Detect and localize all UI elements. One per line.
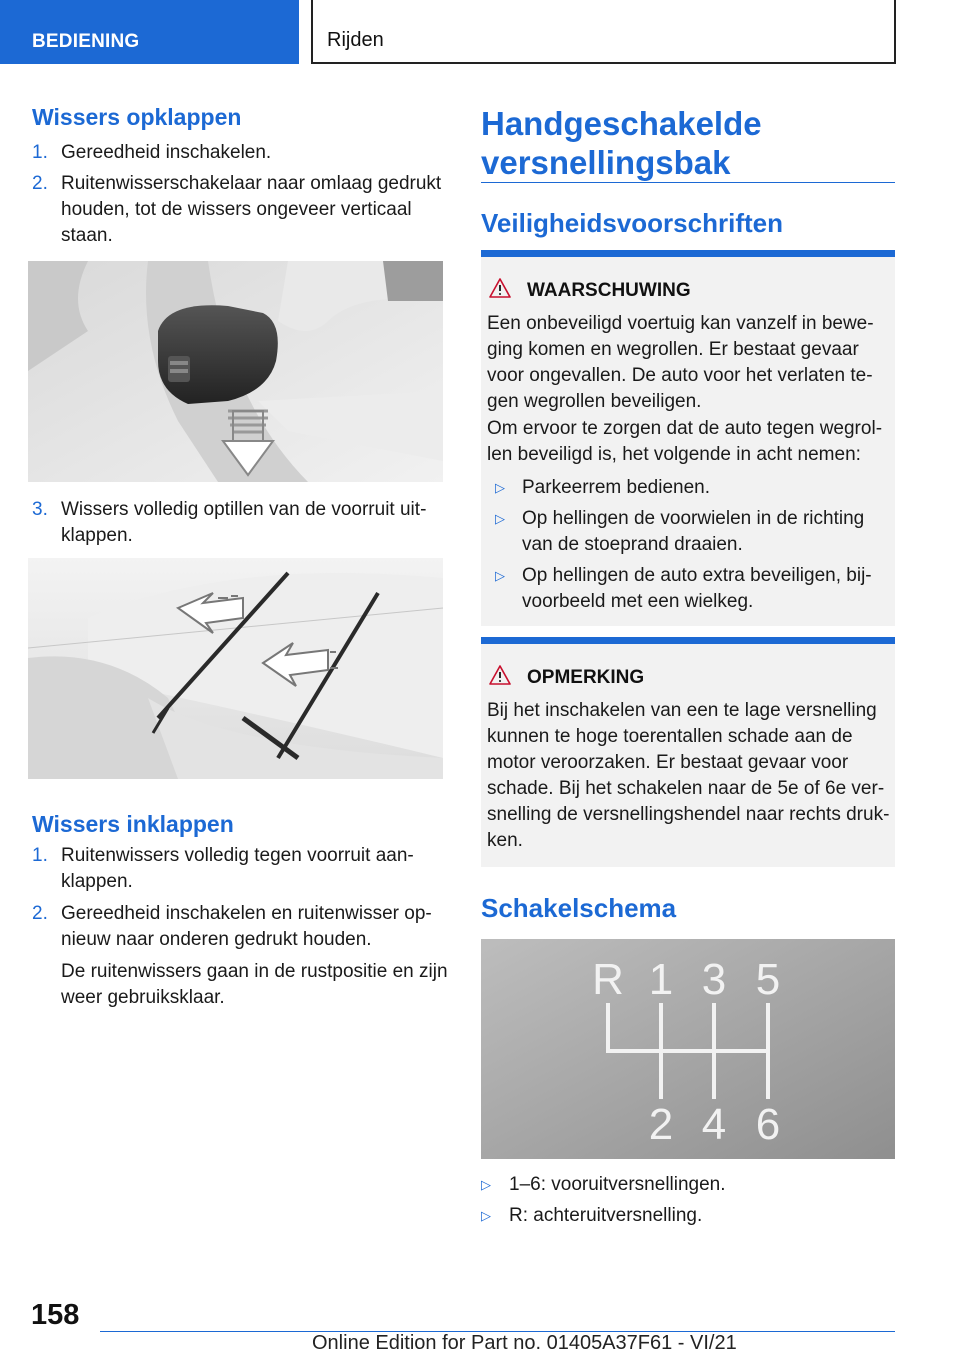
title-rule [481, 182, 895, 183]
step-opklappen-2 [32, 171, 452, 249]
heading-schakelschema: Schakelschema [481, 893, 677, 923]
note-label: OPMERKING [527, 667, 645, 688]
chapter-tab [311, 0, 896, 64]
gear-label: 1 [648, 955, 674, 1004]
bullet-marker: ▷ [495, 568, 505, 583]
warning-label: WAARSCHUWING [527, 280, 691, 301]
gear-label: 3 [701, 955, 727, 1004]
step-inklappen-2 [32, 901, 452, 953]
step-text: Ruitenwissers volledig tegen voorruit aanklappen. [61, 845, 414, 892]
page-title: Handgeschakelde versnellingsbak [481, 105, 762, 181]
step-text: Gereedheid inschakelen en ruitenwisser opnieuw naar onderen gedrukt houden. [61, 903, 432, 950]
wipers-windshield-illustration [28, 558, 443, 779]
note-box [481, 637, 895, 867]
gear-label: 2 [648, 1100, 674, 1149]
step-opklappen-1 [32, 140, 452, 166]
gear-label: 5 [755, 955, 781, 1004]
step-number: 2. [32, 903, 48, 924]
warning-box: WAARSCHUWING Een onbeveiligd voertuig kan vanzelf in beweging komen en wegrollen. Er bestaat gevaar voor ongevallen. De auto voor het verlaten tegen wegrollen beveiligen. Om ervoor te zorgen dat de auto tegen wegrollen beveiligd is, het volgende in acht nemen: ▷ Parkeerrem bedienen. ▷ Op hellingen de voorwielen in de richting van de stoeprand draaien. ▷ Op hellingen de auto extra beveiligen, bijvoorbeeld met een wielkeg. [481, 250, 895, 626]
warning-icon [489, 665, 511, 685]
warning-paragraph-1: Een onbeveiligd voertuig kan vanzelf in beweging komen en wegrollen. Er bestaat gevaar voor ongevallen. De auto voor het verlaten tegen wegrollen beveiligen. [487, 313, 874, 412]
warning-paragraph-2: Om ervoor te zorgen dat de auto tegen wegrollen beveiligd is, het volgende in acht nemen: [487, 418, 883, 465]
heading-wissers-opklappen: Wissers opklappen [32, 104, 242, 130]
step-number: 2. [32, 173, 48, 194]
step-number: 1. [32, 845, 48, 866]
note-paragraph: Bij het inschakelen van een te lage versnelling kunnen te hoge toerentallen schade aan de motor veroorzaken. Er bestaat gevaar voor schade. Bij het schakelen naar de 5e of 6e versnelling de versnellingshendel naar rechts drukken. [487, 700, 890, 851]
heading-veiligheidsvoorschriften: Veiligheidsvoorschriften [481, 208, 783, 238]
step-number: 3. [32, 499, 48, 520]
chapter-label: Rijden [327, 29, 384, 51]
step-inklappen-1 [32, 843, 452, 895]
warning-bar [481, 250, 895, 257]
step-opklappen-3 [32, 497, 452, 549]
gear-label: 4 [701, 1100, 727, 1149]
footer-edition: Online Edition for Part no. 01405A37F61 - VI/21 [312, 1332, 737, 1354]
note-bar [481, 637, 895, 644]
section-tab [0, 0, 299, 64]
bullet-marker: ▷ [481, 1208, 491, 1223]
bullet-marker: ▷ [495, 480, 505, 495]
gear-label: 6 [755, 1100, 781, 1149]
section-label: BEDIENING [32, 31, 140, 52]
gear-label: R [592, 955, 624, 1004]
warning-icon [489, 278, 511, 298]
step-text: Ruitenwisserschakelaar naar omlaag gedrukt houden, tot de wissers ongeveer verticaal staan. [61, 173, 442, 246]
bullet-marker: ▷ [495, 511, 505, 526]
step-text: Gereedheid inschakelen. [61, 142, 272, 163]
heading-wissers-inklappen: Wissers inklappen [32, 811, 234, 837]
gear-shift-diagram [481, 939, 895, 1159]
step-inklappen-note: De ruitenwissers gaan in de rustpositie en zijn weer gebruiksklaar. [61, 961, 448, 1008]
bullet-marker: ▷ [481, 1177, 491, 1192]
wiper-lever-illustration [28, 261, 443, 482]
step-number: 1. [32, 142, 48, 163]
step-text: Wissers volledig optillen van de voorruit uitklappen. [61, 499, 427, 546]
page-number: 158 [31, 1299, 80, 1331]
